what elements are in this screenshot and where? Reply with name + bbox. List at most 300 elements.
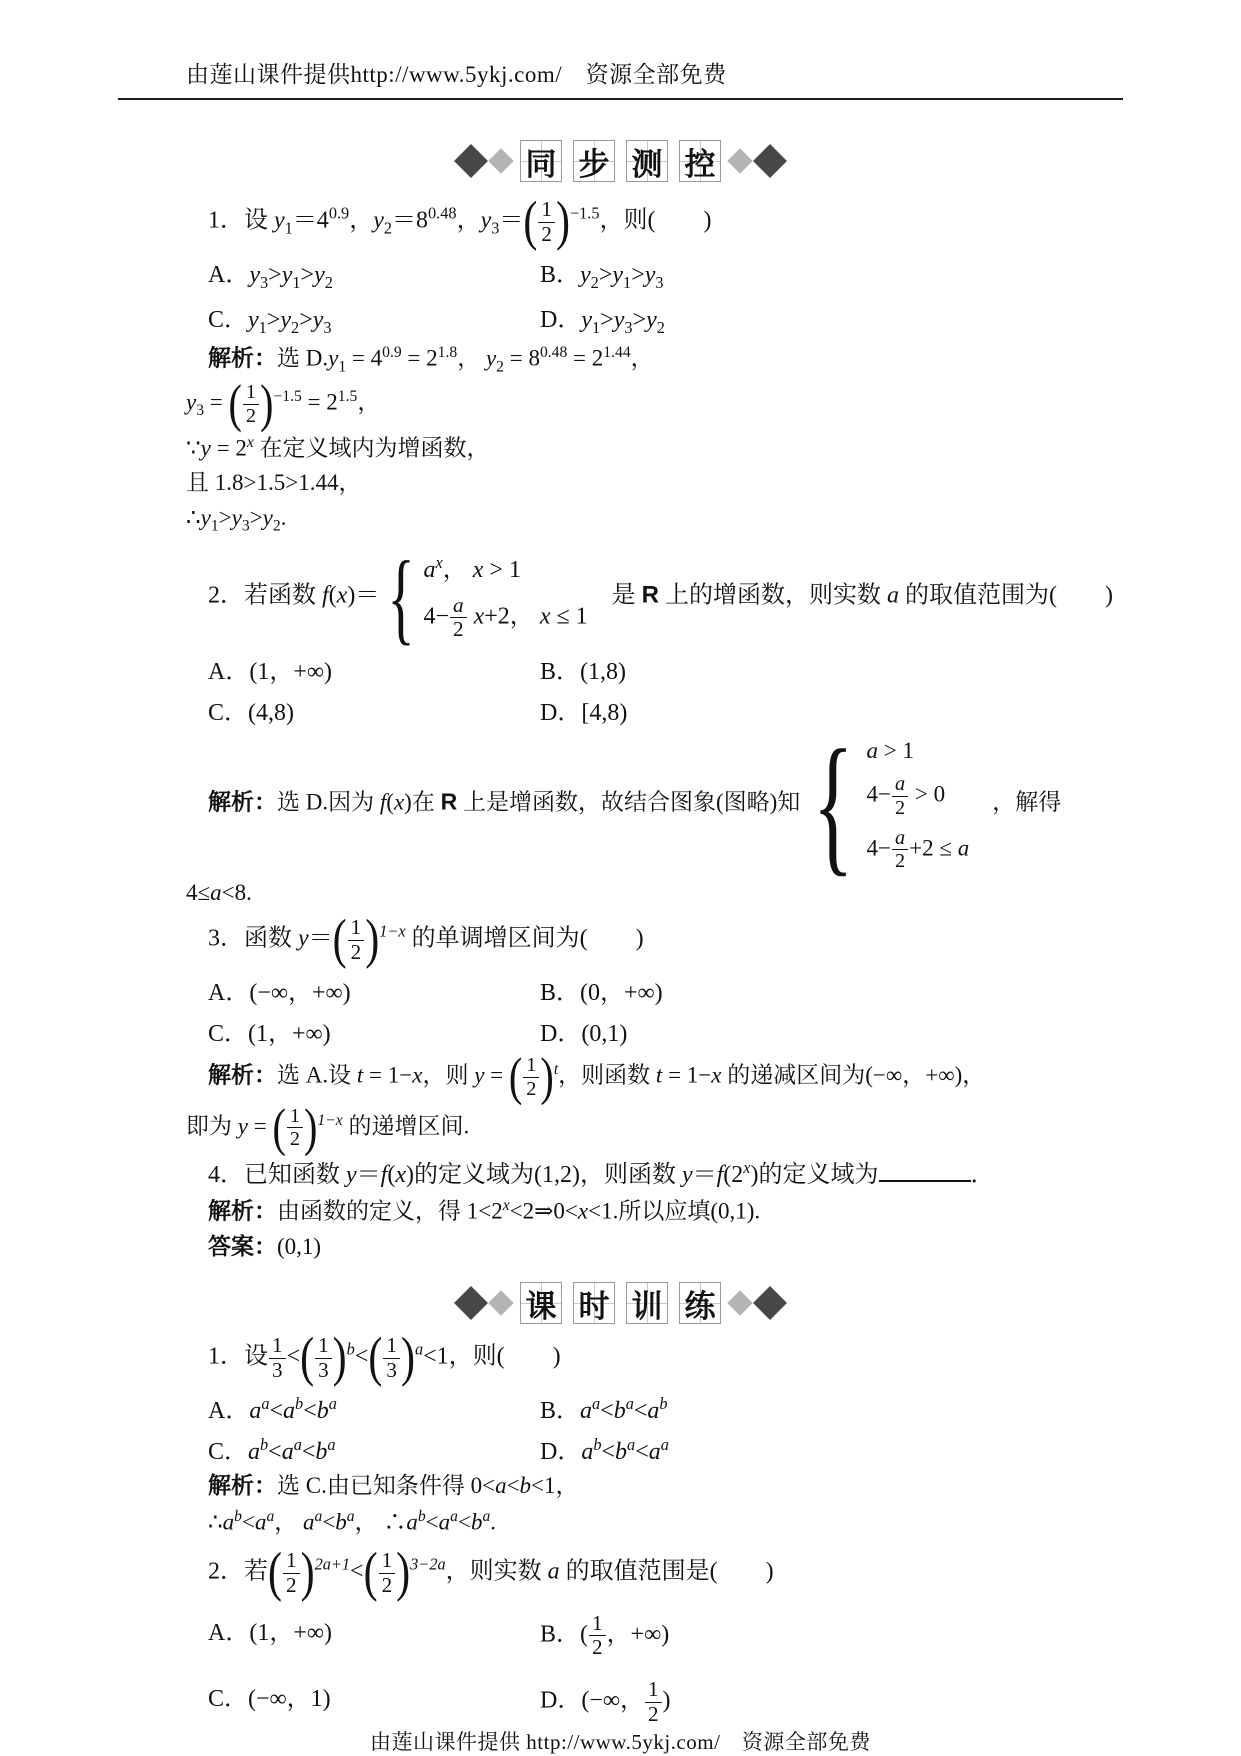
math-txt: > <box>598 262 613 289</box>
math-sub: 2 <box>496 358 504 376</box>
math-txt: < <box>350 1558 364 1585</box>
math-txt: < <box>633 1398 648 1425</box>
math-frac: $\frac{1}{2}$ <box>537 198 556 246</box>
math-supi: 1−x <box>317 1111 343 1129</box>
math-txt: 选 A.设 <box>277 1062 357 1088</box>
math-txt: 4− <box>423 603 450 630</box>
math-frac: $\frac{1}{2}$ <box>282 1549 301 1597</box>
math-var: b <box>316 1398 329 1425</box>
math-var: a <box>648 1439 661 1466</box>
math-sub: 3 <box>260 273 269 293</box>
math-txt: > 1 <box>483 557 521 584</box>
math-txt: 即为 <box>186 1113 238 1139</box>
math-sub: 3 <box>491 218 500 238</box>
math-txt: 上的增函数，则实数 <box>658 582 887 609</box>
math-txt: ＝8 <box>392 207 429 234</box>
math-txt: > 1 <box>878 738 915 764</box>
math-txt: ， <box>456 207 481 234</box>
math-txt: ( <box>386 789 394 815</box>
option-C <box>208 1013 540 1048</box>
math-cases <box>379 539 588 655</box>
math-txt: 4− <box>866 834 892 860</box>
math-b: 解析： <box>208 1472 277 1499</box>
option-C <box>208 299 540 338</box>
train-q1-solution-line <box>186 1470 1141 1501</box>
math-var: x <box>412 1062 423 1088</box>
math-var: y <box>646 307 657 334</box>
math-supi: b <box>295 1394 304 1414</box>
math-frac: $\frac{1}{2}$ <box>378 1549 397 1597</box>
math-txt: B．(1,8) <box>540 659 626 686</box>
math-txt: ≤ 1 <box>550 603 588 630</box>
math-txt: = 4 <box>346 345 383 371</box>
answer-blank <box>879 1179 971 1182</box>
math-txt: > <box>631 262 645 289</box>
option-A <box>208 254 540 293</box>
math-txt: > <box>266 307 281 334</box>
math-txt: . <box>280 505 287 531</box>
math-txt: > <box>600 307 614 334</box>
math-sub: 2 <box>272 517 281 535</box>
math-txt: ，则 <box>422 1062 475 1088</box>
math-txt: = 2 <box>301 389 338 415</box>
math-txt: = 2 <box>567 345 604 371</box>
math-txt: 的递增区间. <box>342 1113 470 1139</box>
math-txt: < <box>635 1439 649 1466</box>
sync-q4-answer-line <box>186 1231 1141 1262</box>
math-sub: 1 <box>292 273 301 293</box>
math-txt: ＝ <box>499 207 524 234</box>
math-var: a <box>647 1398 660 1425</box>
math-txt: ， <box>274 1509 303 1535</box>
math-txt: ，解得 <box>969 789 1062 815</box>
math-var: a <box>957 834 970 860</box>
math-bigp: ( <box>332 909 347 971</box>
math-txt: B． <box>540 262 581 289</box>
math-sub: 2 <box>590 273 599 293</box>
math-var: a <box>495 1473 507 1499</box>
sync-q3-solution-line <box>186 1097 1141 1157</box>
math-txt: 由函数的定义，得 1<2 <box>277 1199 503 1225</box>
math-supi: b <box>234 1507 242 1525</box>
math-sup: 0.48 <box>539 343 568 361</box>
banner-char-box: 同 <box>520 140 562 182</box>
math-bigp: ( <box>272 1097 286 1157</box>
math-var: y <box>346 1162 357 1189</box>
math-txt: ( <box>328 582 337 609</box>
math-sub: 3 <box>241 517 250 535</box>
math-frac: $\frac{1}{2}$ <box>588 1612 607 1660</box>
math-sub: 1 <box>338 358 347 376</box>
math-txt: A．(−∞，+∞) <box>208 980 351 1007</box>
math-frac: $\frac{1}{2}$ <box>286 1105 304 1151</box>
math-var: x <box>395 1162 406 1189</box>
math-txt: ． <box>970 1162 995 1189</box>
math-txt: ， <box>357 389 381 415</box>
math-bigp: ( <box>368 1327 383 1389</box>
math-sub: 2 <box>291 317 300 337</box>
math-frac: $\frac{1}{2}$ <box>347 916 366 964</box>
math-txt: (2 <box>723 1162 744 1189</box>
math-txt: 2．若 <box>208 1558 268 1585</box>
math-supi: a <box>414 1339 424 1359</box>
math-var: f <box>380 1162 388 1189</box>
math-txt: = <box>247 1113 273 1139</box>
math-frac: $\frac{a}{2}$ <box>449 594 468 642</box>
math-txt: A． <box>208 1398 250 1425</box>
math-supi: a <box>327 1435 336 1455</box>
math-var: y <box>328 345 339 371</box>
math-sub: 1 <box>623 273 632 293</box>
math-txt: 且 1.8>1.5>1.44， <box>186 470 362 496</box>
math-txt: 在定义域内为增函数， <box>253 435 490 461</box>
math-frac: $\frac{1}{3}$ <box>382 1334 401 1382</box>
math-var: y <box>281 262 293 289</box>
sync-q1-options <box>186 254 1141 338</box>
math-var: y <box>314 262 325 289</box>
math-frac: $\frac{1}{2}$ <box>644 1678 663 1726</box>
banner-char-box: 课 <box>520 1282 562 1324</box>
math-txt: < <box>301 1439 316 1466</box>
math-txt: D． <box>540 1439 582 1466</box>
math-txt: = 2 <box>401 345 438 371</box>
math-var: t <box>356 1062 364 1088</box>
sync-q3-options <box>186 972 1141 1048</box>
math-var: a <box>406 1509 418 1535</box>
math-txt: )的定义域为(1,2)，则函数 <box>405 1162 682 1189</box>
math-var: y <box>485 345 497 371</box>
math-txt: B．( <box>540 1621 588 1648</box>
math-bigp: ( <box>523 191 538 253</box>
math-frac: $\frac{1}{2}$ <box>522 1054 540 1100</box>
math-txt: = <box>204 389 229 415</box>
math-bigp: ) <box>400 1327 415 1389</box>
math-var: y <box>580 262 591 289</box>
math-txt: A．(1，+∞) <box>208 659 332 686</box>
sync-q3-stem <box>186 909 1141 971</box>
math-txt: <2⇒0< <box>509 1199 578 1225</box>
math-txt: ， <box>630 345 654 371</box>
sync-q1-solution-line <box>186 432 1141 464</box>
math-var: y <box>480 207 492 234</box>
math-var: y <box>231 505 242 531</box>
math-txt: 选 D.因为 <box>277 789 380 815</box>
math-supi: b <box>260 1435 269 1455</box>
math-txt: +2 ≤ <box>909 834 958 860</box>
math-supi: b <box>346 1339 355 1359</box>
math-txt: ＝ <box>692 1162 717 1189</box>
math-txt: ( <box>387 1162 396 1189</box>
option-B <box>540 651 1141 686</box>
page-header <box>118 56 1123 100</box>
math-b: 解析： <box>208 1198 277 1225</box>
math-sub: 1 <box>210 517 219 535</box>
diamond-icon <box>488 148 513 173</box>
math-frac: $\frac{a}{2}$ <box>891 827 909 873</box>
math-var: b <box>315 1439 328 1466</box>
math-bigp: ) <box>365 909 380 971</box>
banner-char-box: 测 <box>626 140 668 182</box>
math-sup: 1.5 <box>337 388 358 406</box>
math-txt: ) <box>662 1687 671 1714</box>
math-var: y <box>249 262 260 289</box>
math-sup: −1.5 <box>569 203 600 223</box>
math-supi: b <box>659 1394 668 1414</box>
math-var: x <box>539 603 551 630</box>
math-txt: > <box>300 262 315 289</box>
math-supi: a <box>482 1507 491 1525</box>
math-sup: 0.9 <box>328 203 350 223</box>
math-var: a <box>303 1509 315 1535</box>
math-frac: $\frac{1}{3}$ <box>314 1334 333 1382</box>
math-supi: a <box>450 1507 458 1525</box>
math-var: b <box>615 1439 628 1466</box>
math-supi: 3−2a <box>410 1554 446 1574</box>
math-sub: 2 <box>383 218 393 238</box>
math-txt: ＝ <box>356 1162 381 1189</box>
math-var: a <box>581 1439 594 1466</box>
math-txt: 的递减区间为(−∞，+∞)， <box>721 1062 986 1088</box>
math-var: y <box>613 307 625 334</box>
math-txt: ，+∞) <box>606 1621 670 1648</box>
math-var: x <box>473 603 485 630</box>
diamond-icon <box>753 144 787 178</box>
math-sub: 3 <box>624 317 633 337</box>
sync-q4-stem <box>186 1157 1141 1191</box>
math-txt: . <box>490 1509 497 1535</box>
diamond-icon <box>454 1286 488 1320</box>
left-brace: { <box>812 717 854 890</box>
worksheet-body-2 <box>186 1324 1141 1726</box>
math-txt: ＝4 <box>292 207 329 234</box>
math-supi: x <box>743 1158 751 1178</box>
math-txt: )在 <box>404 789 441 815</box>
math-txt: <1.所以应填(0,1). <box>588 1199 761 1225</box>
sync-q2-solution-line <box>186 717 1141 890</box>
math-var: a <box>886 582 899 609</box>
math-supi: x <box>246 433 254 451</box>
sync-q2-options <box>186 651 1141 727</box>
math-txt: = <box>484 1062 509 1088</box>
banner-char-box: 训 <box>626 1282 668 1324</box>
math-txt: > <box>218 505 232 531</box>
math-var: y <box>581 307 592 334</box>
diamond-icon <box>454 144 488 178</box>
math-txt: = 1− <box>662 1062 712 1088</box>
train-q2-options <box>186 1612 1141 1727</box>
math-txt: < <box>457 1509 471 1535</box>
math-txt: C． <box>208 1439 249 1466</box>
math-supi: a <box>592 1394 601 1414</box>
footer-credit-text: 由莲山课件提供 http://www.5ykj.com/ 资源全部免费 <box>370 1730 871 1755</box>
math-b: R <box>641 581 659 609</box>
option-D <box>540 1431 1141 1466</box>
math-var: f <box>379 789 387 815</box>
math-bigp: ) <box>260 373 274 434</box>
math-sub: 1 <box>592 317 601 337</box>
train-q1-stem <box>186 1327 1141 1389</box>
math-var: y <box>248 307 259 334</box>
math-var: a <box>222 1509 235 1535</box>
math-txt: +2， <box>484 603 540 630</box>
banner-char-box: 时 <box>573 1282 615 1324</box>
math-txt: ， ∴ <box>354 1509 407 1535</box>
math-var: a <box>283 1398 296 1425</box>
math-txt: D．(−∞， <box>540 1687 644 1714</box>
math-txt: 的单调增区间为( ) <box>405 925 644 952</box>
math-txt: < <box>506 1473 520 1499</box>
math-var: y <box>474 1062 485 1088</box>
math-txt: ， <box>457 345 486 371</box>
math-var: a <box>249 1398 262 1425</box>
math-var: y <box>644 262 656 289</box>
sync-q1-solution-line <box>186 467 1141 498</box>
math-var: a <box>438 1509 451 1535</box>
math-var: y <box>262 505 273 531</box>
math-txt: ∵ <box>186 435 201 461</box>
sync-q1-solution-line <box>186 373 1141 434</box>
math-txt: 4≤ <box>186 880 211 906</box>
math-var: x <box>711 1062 722 1088</box>
math-supi: 1−x <box>379 921 406 941</box>
math-supi: a <box>293 1435 302 1455</box>
sync-q2-stem <box>186 539 1141 655</box>
math-txt: 4− <box>866 781 892 807</box>
math-b: 解析： <box>208 788 277 815</box>
math-txt: < <box>268 1439 282 1466</box>
math-sup: 1.44 <box>603 343 631 361</box>
math-txt: > 0 <box>909 781 946 807</box>
math-txt: ∴ <box>186 505 201 531</box>
math-txt: < <box>601 1439 616 1466</box>
banner-char-box: 步 <box>573 140 615 182</box>
math-txt: A．(1，+∞) <box>208 1619 332 1646</box>
header-credit-text: 由莲山课件提供http://www.5ykj.com/ 资源全部免费 <box>186 62 727 87</box>
math-supi: a <box>627 1435 636 1455</box>
banner-char-box: 控 <box>679 140 721 182</box>
math-var: y <box>681 1162 693 1189</box>
math-txt: C．(1，+∞) <box>208 1021 331 1048</box>
math-txt: ＝ <box>308 925 333 952</box>
math-supi: a <box>346 1507 355 1525</box>
math-supi: a <box>625 1394 634 1414</box>
math-var: a <box>580 1398 593 1425</box>
math-sub: 1 <box>258 317 267 337</box>
math-txt: < <box>425 1509 439 1535</box>
train-q2-stem <box>186 1543 1141 1604</box>
banner-sync-test <box>0 140 1241 182</box>
banner-char-box: 练 <box>679 1282 721 1324</box>
math-var: a <box>866 738 879 764</box>
sync-q1-stem <box>186 191 1141 253</box>
math-txt: )的定义域为 <box>750 1162 879 1189</box>
option-C <box>208 1431 540 1466</box>
math-sup: 0.48 <box>428 203 457 223</box>
math-var: a <box>281 1439 294 1466</box>
math-txt: D．[4,8) <box>540 700 628 727</box>
math-txt: B． <box>540 1398 581 1425</box>
math-txt: = 8 <box>503 345 540 371</box>
math-var: y <box>373 207 384 234</box>
option-D <box>540 299 1141 338</box>
math-txt: < <box>322 1509 336 1535</box>
math-sub: 2 <box>324 273 333 293</box>
math-txt: 是 <box>587 582 642 609</box>
math-txt: A． <box>208 262 250 289</box>
math-var: x <box>336 582 348 609</box>
math-supi: 2a+1 <box>314 1554 351 1574</box>
math-bigp: ( <box>363 1543 378 1604</box>
math-sup: 1.8 <box>437 343 458 361</box>
diamond-icon <box>727 148 752 173</box>
math-frac: $\frac{1}{3}$ <box>268 1334 287 1382</box>
math-var: x <box>472 557 484 584</box>
math-var: a <box>248 1439 261 1466</box>
math-var: y <box>612 262 624 289</box>
math-supi: x <box>502 1197 510 1215</box>
math-b: 解析： <box>208 344 277 371</box>
diamond-icon <box>727 1290 752 1315</box>
math-supi: a <box>328 1394 337 1414</box>
math-txt: <1， <box>531 1473 579 1499</box>
math-var: b <box>470 1509 483 1535</box>
math-bigp: ) <box>303 1097 318 1157</box>
math-bigp: ) <box>396 1543 411 1604</box>
math-sup: 0.9 <box>382 343 402 361</box>
math-var: y <box>298 925 309 952</box>
option-A <box>208 1390 540 1425</box>
math-var: b <box>519 1473 532 1499</box>
option-A <box>208 651 540 686</box>
math-txt: 2．若函数 <box>208 582 322 609</box>
math-txt: < <box>269 1398 284 1425</box>
math-txt: ，则( ) <box>599 207 712 234</box>
option-B <box>540 254 1141 293</box>
math-txt: < <box>241 1509 255 1535</box>
math-txt: 3．函数 <box>208 925 298 952</box>
train-q1-solution-line <box>186 1506 1141 1538</box>
train-q1-options <box>186 1390 1141 1466</box>
sync-q1-solution-line <box>186 342 1141 377</box>
option-C <box>208 1678 540 1726</box>
math-bigp: ) <box>332 1327 347 1389</box>
math-var: f <box>322 582 329 609</box>
math-b: 解析： <box>208 1061 277 1088</box>
math-supi: x <box>435 553 443 573</box>
math-bigp: ( <box>268 1543 282 1604</box>
math-bigp: ) <box>555 191 570 253</box>
math-txt: B．(0，+∞) <box>540 980 663 1007</box>
math-var: y <box>274 207 285 234</box>
math-txt: C．(−∞，1) <box>208 1685 331 1712</box>
math-cases <box>800 717 970 890</box>
math-var: x <box>577 1199 589 1225</box>
math-bigp: ) <box>540 1047 554 1107</box>
math-var: x <box>393 789 405 815</box>
math-txt: ， <box>349 207 374 234</box>
math-supi: a <box>660 1435 669 1455</box>
math-txt: < <box>303 1398 317 1425</box>
math-txt: > <box>632 307 647 334</box>
math-txt: <1，则( ) <box>423 1343 561 1370</box>
worksheet-body <box>186 182 1141 1262</box>
math-txt: > <box>299 307 313 334</box>
option-D <box>540 1013 1141 1048</box>
option-A <box>208 972 540 1007</box>
math-txt: 4．已知函数 <box>208 1162 346 1189</box>
math-var: a <box>254 1509 267 1535</box>
math-supi: t <box>553 1061 559 1079</box>
